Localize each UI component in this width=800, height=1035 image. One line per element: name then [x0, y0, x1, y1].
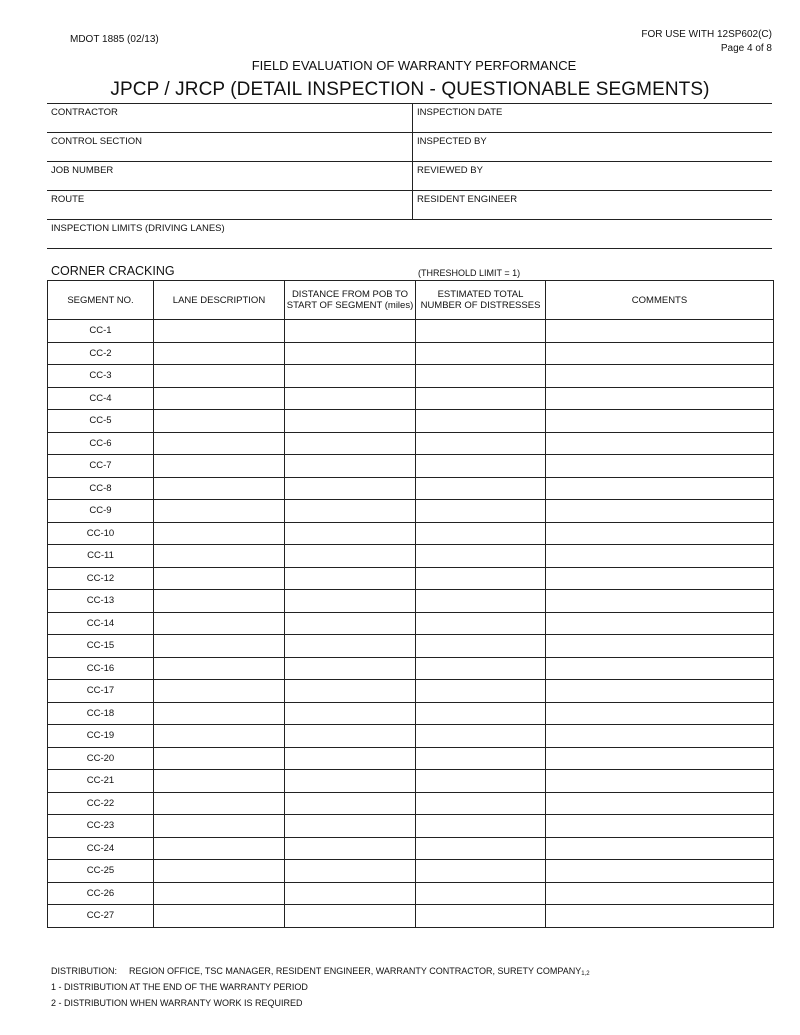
distribution-footnote: 1,2 — [581, 971, 590, 977]
lane-description-cell[interactable] — [154, 342, 285, 365]
inspected-by-field[interactable]: INSPECTED BY — [417, 136, 487, 147]
table-row — [48, 612, 774, 635]
table-row — [48, 882, 774, 905]
lane-description-cell[interactable] — [154, 432, 285, 455]
table-row — [48, 680, 774, 703]
distance-cell[interactable] — [285, 747, 416, 770]
table-row — [48, 815, 774, 838]
lane-description-cell[interactable] — [154, 455, 285, 478]
table-body — [48, 320, 774, 928]
distance-cell[interactable] — [285, 815, 416, 838]
job-number-field[interactable]: JOB NUMBER — [47, 162, 413, 190]
lane-description-cell[interactable] — [154, 635, 285, 658]
header-row-3 — [47, 162, 772, 191]
distance-cell[interactable] — [285, 725, 416, 748]
distance-cell[interactable] — [285, 837, 416, 860]
estimated-distresses-cell[interactable] — [416, 905, 546, 928]
col-distance — [285, 281, 416, 320]
segment-number: CC-7 — [48, 455, 154, 478]
segment-number: CC-5 — [48, 410, 154, 433]
comments-cell[interactable] — [546, 792, 774, 815]
table-row — [48, 567, 774, 590]
table-row — [48, 837, 774, 860]
comments-cell[interactable] — [546, 500, 774, 523]
distance-cell[interactable] — [285, 455, 416, 478]
header-fields — [47, 103, 772, 249]
lane-description-cell[interactable] — [154, 320, 285, 343]
distance-cell[interactable] — [285, 680, 416, 703]
estimated-distresses-cell[interactable] — [416, 680, 546, 703]
segment-number: CC-11 — [48, 545, 154, 568]
segment-number: CC-6 — [48, 432, 154, 455]
lane-description-cell[interactable] — [154, 792, 285, 815]
lane-description-cell[interactable] — [154, 612, 285, 635]
distance-cell[interactable] — [285, 320, 416, 343]
header-row-5 — [47, 220, 772, 249]
lane-description-cell[interactable] — [154, 590, 285, 613]
comments-cell[interactable] — [546, 432, 774, 455]
col-lane-description: LANE DESCRIPTION — [154, 281, 285, 320]
comments-cell[interactable] — [546, 837, 774, 860]
route-field[interactable]: ROUTE — [47, 191, 413, 219]
use-with-label: FOR USE WITH 12SP602(C) — [641, 29, 772, 40]
segment-number: CC-25 — [48, 860, 154, 883]
control-section-field[interactable]: CONTROL SECTION — [47, 133, 413, 161]
lane-description-cell[interactable] — [154, 747, 285, 770]
table-row — [48, 342, 774, 365]
lane-description-cell[interactable] — [154, 815, 285, 838]
estimated-distresses-cell[interactable] — [416, 815, 546, 838]
estimated-distresses-cell[interactable] — [416, 567, 546, 590]
distance-cell[interactable] — [285, 792, 416, 815]
distribution-text: REGION OFFICE, TSC MANAGER, RESIDENT ENGINEER, WARRANTY CONTRACTOR, SURETY COMPANY — [129, 966, 582, 976]
reviewed-by-field[interactable]: REVIEWED BY — [417, 165, 483, 176]
estimated-distresses-cell[interactable] — [416, 860, 546, 883]
segment-number: CC-3 — [48, 365, 154, 388]
page-number: Page 4 of 8 — [720, 43, 772, 54]
lane-description-cell[interactable] — [154, 410, 285, 433]
segment-number: CC-21 — [48, 770, 154, 793]
distance-cell[interactable] — [285, 770, 416, 793]
distance-cell[interactable] — [285, 545, 416, 568]
lane-description-cell[interactable] — [154, 837, 285, 860]
header-row-2 — [47, 133, 772, 162]
lane-description-cell[interactable] — [154, 702, 285, 725]
distance-cell[interactable] — [285, 612, 416, 635]
distance-cell[interactable] — [285, 410, 416, 433]
segment-number: CC-24 — [48, 837, 154, 860]
col-estimated-line-1: ESTIMATED TOTAL — [437, 289, 524, 300]
segment-number: CC-12 — [48, 567, 154, 590]
table-header-row — [48, 281, 774, 320]
estimated-distresses-cell[interactable] — [416, 747, 546, 770]
comments-cell[interactable] — [546, 365, 774, 388]
segment-number: CC-18 — [48, 702, 154, 725]
segment-number: CC-16 — [48, 657, 154, 680]
header-row-4 — [47, 191, 772, 220]
table-row — [48, 455, 774, 478]
comments-cell[interactable] — [546, 770, 774, 793]
table-row — [48, 545, 774, 568]
lane-description-cell[interactable] — [154, 567, 285, 590]
distance-cell[interactable] — [285, 522, 416, 545]
table-row — [48, 905, 774, 928]
lane-description-cell[interactable] — [154, 725, 285, 748]
table-row — [48, 387, 774, 410]
estimated-distresses-cell[interactable] — [416, 387, 546, 410]
comments-cell[interactable] — [546, 545, 774, 568]
estimated-distresses-cell[interactable] — [416, 455, 546, 478]
lane-description-cell[interactable] — [154, 905, 285, 928]
table-row — [48, 860, 774, 883]
comments-cell[interactable] — [546, 477, 774, 500]
table-row — [48, 657, 774, 680]
distance-cell[interactable] — [285, 635, 416, 658]
corner-cracking-table — [47, 280, 774, 928]
segment-number: CC-19 — [48, 725, 154, 748]
col-estimated-line-2: NUMBER OF DISTRESSES — [420, 300, 541, 311]
estimated-distresses-cell[interactable] — [416, 342, 546, 365]
distance-cell[interactable] — [285, 365, 416, 388]
segment-number: CC-15 — [48, 635, 154, 658]
segment-number: CC-17 — [48, 680, 154, 703]
distance-cell[interactable] — [285, 500, 416, 523]
segment-number: CC-1 — [48, 320, 154, 343]
segment-number: CC-27 — [48, 905, 154, 928]
section-title: CORNER CRACKING — [51, 264, 175, 278]
lane-description-cell[interactable] — [154, 522, 285, 545]
segment-number: CC-9 — [48, 500, 154, 523]
lane-description-cell[interactable] — [154, 680, 285, 703]
table-row — [48, 365, 774, 388]
segment-number: CC-23 — [48, 815, 154, 838]
distance-cell[interactable] — [285, 657, 416, 680]
lane-description-cell[interactable] — [154, 770, 285, 793]
table-row — [48, 747, 774, 770]
comments-cell[interactable] — [546, 410, 774, 433]
col-estimated-total — [416, 281, 546, 320]
estimated-distresses-cell[interactable] — [416, 500, 546, 523]
distribution-label: DISTRIBUTION: — [51, 966, 118, 976]
estimated-distresses-cell[interactable] — [416, 702, 546, 725]
table-row — [48, 702, 774, 725]
distance-cell[interactable] — [285, 477, 416, 500]
segment-number: CC-4 — [48, 387, 154, 410]
table-row — [48, 725, 774, 748]
lane-description-cell[interactable] — [154, 860, 285, 883]
estimated-distresses-cell[interactable] — [416, 612, 546, 635]
comments-cell[interactable] — [546, 342, 774, 365]
lane-description-cell[interactable] — [154, 545, 285, 568]
comments-cell[interactable] — [546, 590, 774, 613]
threshold-limit: (THRESHOLD LIMIT = 1) — [418, 268, 521, 278]
footnote-2: 2 - DISTRIBUTION WHEN WARRANTY WORK IS REQUIRED — [51, 998, 303, 1008]
estimated-distresses-cell[interactable] — [416, 365, 546, 388]
comments-cell[interactable] — [546, 905, 774, 928]
comments-cell[interactable] — [546, 680, 774, 703]
resident-engineer-field[interactable]: RESIDENT ENGINEER — [417, 194, 518, 205]
estimated-distresses-cell[interactable] — [416, 657, 546, 680]
comments-cell[interactable] — [546, 387, 774, 410]
segment-number: CC-22 — [48, 792, 154, 815]
form-id: MDOT 1885 (02/13) — [70, 34, 159, 45]
comments-cell[interactable] — [546, 815, 774, 838]
segment-number: CC-26 — [48, 882, 154, 905]
segment-number: CC-8 — [48, 477, 154, 500]
table-row — [48, 590, 774, 613]
distance-cell[interactable] — [285, 342, 416, 365]
comments-cell[interactable] — [546, 657, 774, 680]
comments-cell[interactable] — [546, 860, 774, 883]
comments-cell[interactable] — [546, 635, 774, 658]
lane-description-cell[interactable] — [154, 477, 285, 500]
estimated-distresses-cell[interactable] — [416, 837, 546, 860]
comments-cell[interactable] — [546, 567, 774, 590]
table-row — [48, 635, 774, 658]
estimated-distresses-cell[interactable] — [416, 522, 546, 545]
distance-cell[interactable] — [285, 387, 416, 410]
estimated-distresses-cell[interactable] — [416, 882, 546, 905]
table-row — [48, 500, 774, 523]
distribution-line — [51, 966, 590, 977]
table-row — [48, 320, 774, 343]
contractor-field[interactable]: CONTRACTOR — [47, 104, 413, 132]
col-comments: COMMENTS — [546, 281, 774, 320]
distance-cell[interactable] — [285, 860, 416, 883]
distance-cell[interactable] — [285, 432, 416, 455]
estimated-distresses-cell[interactable] — [416, 477, 546, 500]
inspection-limits-field[interactable]: INSPECTION LIMITS (DRIVING LANES) — [51, 223, 225, 234]
distance-cell[interactable] — [285, 882, 416, 905]
comments-cell[interactable] — [546, 522, 774, 545]
comments-cell[interactable] — [546, 725, 774, 748]
comments-cell[interactable] — [546, 882, 774, 905]
comments-cell[interactable] — [546, 702, 774, 725]
segment-number: CC-14 — [48, 612, 154, 635]
lane-description-cell[interactable] — [154, 882, 285, 905]
inspection-date-field[interactable]: INSPECTION DATE — [417, 107, 503, 118]
estimated-distresses-cell[interactable] — [416, 770, 546, 793]
comments-cell[interactable] — [546, 747, 774, 770]
form-subtitle: FIELD EVALUATION OF WARRANTY PERFORMANCE — [251, 58, 577, 73]
col-distance-line-2: START OF SEGMENT (miles) — [286, 300, 414, 311]
estimated-distresses-cell[interactable] — [416, 635, 546, 658]
estimated-distresses-cell[interactable] — [416, 792, 546, 815]
lane-description-cell[interactable] — [154, 387, 285, 410]
lane-description-cell[interactable] — [154, 365, 285, 388]
estimated-distresses-cell[interactable] — [416, 410, 546, 433]
segment-number: CC-10 — [48, 522, 154, 545]
segment-number: CC-13 — [48, 590, 154, 613]
distance-cell[interactable] — [285, 702, 416, 725]
col-segment-no: SEGMENT NO. — [48, 281, 154, 320]
col-distance-line-1: DISTANCE FROM POB TO — [291, 289, 409, 300]
table-row — [48, 522, 774, 545]
segment-number: CC-2 — [48, 342, 154, 365]
table-row — [48, 770, 774, 793]
estimated-distresses-cell[interactable] — [416, 320, 546, 343]
table-row — [48, 410, 774, 433]
estimated-distresses-cell[interactable] — [416, 545, 546, 568]
estimated-distresses-cell[interactable] — [416, 725, 546, 748]
table-row — [48, 432, 774, 455]
comments-cell[interactable] — [546, 455, 774, 478]
estimated-distresses-cell[interactable] — [416, 432, 546, 455]
comments-cell[interactable] — [546, 320, 774, 343]
comments-cell[interactable] — [546, 612, 774, 635]
segment-number: CC-20 — [48, 747, 154, 770]
lane-description-cell[interactable] — [154, 657, 285, 680]
header-row-1 — [47, 104, 772, 133]
lane-description-cell[interactable] — [154, 500, 285, 523]
table-row — [48, 792, 774, 815]
form-title: JPCP / JRCP (DETAIL INSPECTION - QUESTIONABLE SEGMENTS) — [110, 79, 710, 100]
distance-cell[interactable] — [285, 567, 416, 590]
estimated-distresses-cell[interactable] — [416, 590, 546, 613]
footnote-1: 1 - DISTRIBUTION AT THE END OF THE WARRANTY PERIOD — [51, 982, 308, 992]
table-row — [48, 477, 774, 500]
distance-cell[interactable] — [285, 905, 416, 928]
form-reference — [641, 28, 772, 56]
distance-cell[interactable] — [285, 590, 416, 613]
